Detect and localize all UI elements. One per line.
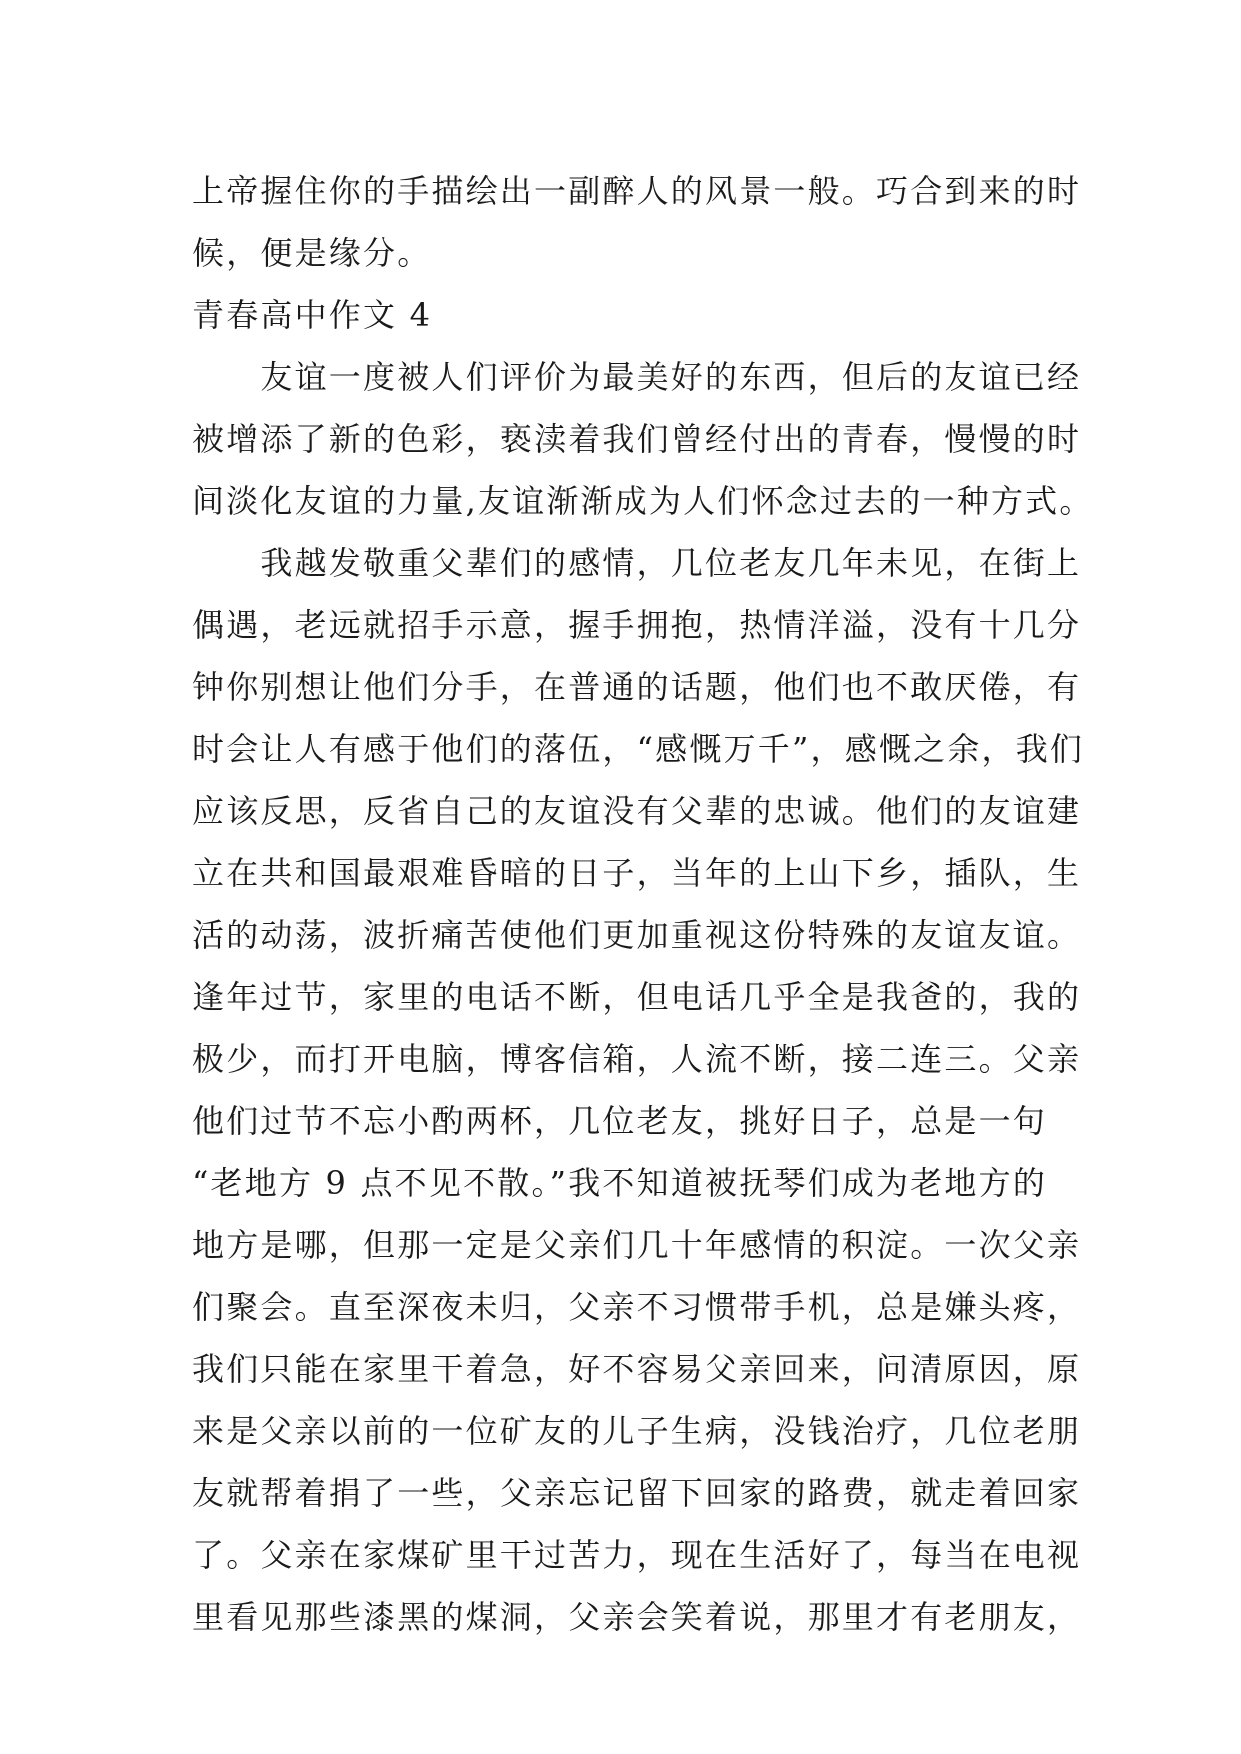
text-line: 钟你别想让他们分手，在普通的话题，他们也不敢厌倦，有 — [192, 668, 1082, 706]
text-line: 极少，而打开电脑，博客信箱，人流不断，接二连三。父亲 — [192, 1040, 1082, 1078]
text-line: 偶遇，老远就招手示意，握手拥抱，热情洋溢，没有十几分 — [192, 606, 1082, 644]
text-line: 里看见那些漆黑的煤洞，父亲会笑着说，那里才有老朋友， — [192, 1598, 1082, 1636]
text-line: 我们只能在家里干着急，好不容易父亲回来，问清原因，原 — [192, 1350, 1082, 1388]
section-heading: 青春高中作文 4 — [192, 296, 433, 334]
text-line: 间淡化友谊的力量,友谊渐渐成为人们怀念过去的一种方式。 — [192, 482, 1094, 520]
essay-body — [192, 160, 1094, 1648]
text-line: 我越发敬重父辈们的感情，几位老友几年未见，在街上 — [192, 544, 1082, 582]
text-line: 来是父亲以前的一位矿友的儿子生病，没钱治疗，几位老朋 — [192, 1412, 1082, 1450]
text-line: 友就帮着捐了一些，父亲忘记留下回家的路费，就走着回家 — [192, 1474, 1082, 1512]
text-line: 立在共和国最艰难昏暗的日子，当年的上山下乡，插队，生 — [192, 854, 1082, 892]
text-line: 了。父亲在家煤矿里干过苦力，现在生活好了，每当在电视 — [192, 1536, 1082, 1574]
text-line: 候，便是缘分。 — [192, 234, 432, 272]
text-line: 地方是哪，但那一定是父亲们几十年感情的积淀。一次父亲 — [192, 1226, 1082, 1264]
text-line: 活的动荡，波折痛苦使他们更加重视这份特殊的友谊友谊。 — [192, 916, 1082, 954]
text-line: 时会让人有感于他们的落伍，“感慨万千”，感慨之余，我们 — [192, 730, 1085, 768]
text-line: 被增添了新的色彩，亵渎着我们曾经付出的青春，慢慢的时 — [192, 420, 1082, 458]
text-line: “老地方 9 点不见不散。”我不知道被抚琴们成为老地方的 — [192, 1164, 1048, 1202]
text-line: 友谊一度被人们评价为最美好的东西，但后的友谊已经 — [192, 358, 1082, 396]
text-line: 们聚会。直至深夜未归，父亲不习惯带手机，总是嫌头疼， — [192, 1288, 1082, 1326]
text-line: 应该反思，反省自己的友谊没有父辈的忠诚。他们的友谊建 — [192, 792, 1082, 830]
text-line: 他们过节不忘小酌两杯，几位老友，挑好日子，总是一句 — [192, 1102, 1048, 1140]
text-line: 上帝握住你的手描绘出一副醉人的风景一般。巧合到来的时 — [192, 172, 1082, 210]
text-line: 逢年过节，家里的电话不断，但电话几乎全是我爸的，我的 — [192, 978, 1082, 1016]
